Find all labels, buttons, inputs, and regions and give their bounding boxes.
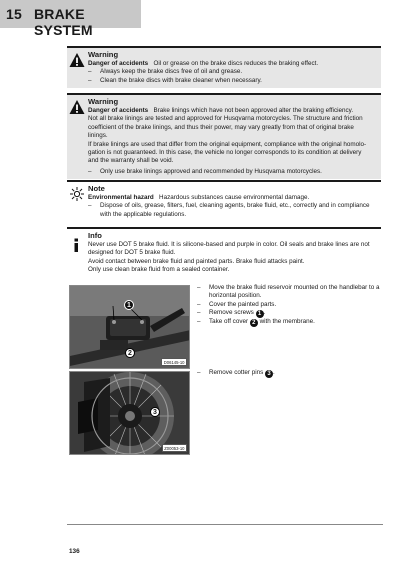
- footer-rule: [67, 524, 383, 525]
- info-box: [67, 227, 381, 278]
- ref-callout-1: 1: [256, 310, 264, 318]
- paragraph-line: linings.: [88, 132, 108, 140]
- figure-brake-caliper: [69, 371, 190, 455]
- list-item: – Cover the painted parts.: [197, 300, 277, 308]
- paragraph-line: If brake linings are used that differ from the original equipment, compliance with the original homolo-: [88, 140, 367, 148]
- danger-label: Danger of accidents: [88, 107, 149, 114]
- paragraph-line: gation is not guaranteed. In this case, the vehicle no longer corresponds to its condition at delivery: [88, 149, 362, 157]
- chapter-title: BRAKE SYSTEM: [34, 6, 93, 38]
- danger-label: Danger of accidents: [88, 60, 149, 67]
- note-box: [67, 180, 381, 222]
- list-item: – Remove screws 1 .: [197, 308, 266, 317]
- info-title: Info: [88, 231, 102, 240]
- figure-code: D06145-10: [161, 358, 187, 366]
- steps-reservoir: [197, 284, 383, 327]
- danger-line: [88, 60, 378, 68]
- list-item: – Dispose of oils, grease, filters, fuel, cleaning agents, brake fluid, etc., correctly and in compliance with the applicable regulations.: [88, 202, 370, 218]
- paragraph-line: Not all brake linings are tested and approved for Husqvarna motorcycles. The structure and friction: [88, 115, 363, 123]
- warning-triangle-icon: [69, 99, 85, 115]
- danger-text: Brake linings which have not been approved alter the braking efficiency.: [153, 107, 354, 114]
- callout-3: 3: [150, 407, 160, 417]
- page-number: 136: [69, 548, 80, 555]
- hazard-label: Environmental hazard: [88, 194, 154, 201]
- ref-callout-3: 3: [265, 370, 273, 378]
- hazard-text: Hazardous substances cause environmental damage.: [159, 194, 310, 201]
- info-line: Never use DOT 5 brake fluid. It is silicone-based and purple in color. Oil seals and brake lines are not: [88, 241, 370, 248]
- steps-caliper: [197, 369, 383, 378]
- info-line: Avoid contact between brake fluid and painted parts. Brake fluid attacks paint.: [88, 257, 305, 265]
- list-item: – Remove cotter pins 3 .: [197, 369, 275, 377]
- caliper-photo: [70, 372, 190, 455]
- paragraph-line: and the warranty shall be void.: [88, 157, 174, 165]
- warning-triangle-icon: [69, 52, 85, 68]
- chapter-header: [0, 0, 141, 38]
- callout-2: 2: [125, 348, 135, 358]
- figure-code: Z00053-10: [162, 444, 187, 452]
- info-icon: [69, 237, 85, 253]
- warning-box-2: [67, 93, 381, 179]
- info-line: Only use clean brake fluid from a sealed container.: [88, 266, 230, 274]
- list-item: – Only use brake linings approved and recommended by Husqvarna motorcycles.: [88, 167, 322, 175]
- list-item: – Take off cover 2 with the membrane.: [197, 317, 315, 326]
- environment-icon: [69, 186, 85, 202]
- danger-text: Oil or grease on the brake discs reduces the braking effect.: [153, 60, 319, 67]
- note-title: Note: [88, 184, 105, 193]
- hazard-line: [88, 194, 378, 202]
- list-item: – Clean the brake discs with brake cleaner when necessary.: [88, 76, 262, 84]
- callout-1: 1: [124, 300, 134, 310]
- info-line: designed for DOT 5 brake fluid.: [88, 249, 176, 257]
- chapter-number: 15: [6, 6, 22, 22]
- figure-brake-reservoir: [69, 285, 190, 369]
- list-item: – Always keep the brake discs free of oil and grease.: [88, 68, 243, 76]
- warning-title: Warning: [88, 97, 119, 106]
- warning-title: Warning: [88, 50, 119, 59]
- ref-callout-2: 2: [250, 319, 258, 327]
- danger-line: [88, 107, 378, 115]
- paragraph-line: coefficient of the brake linings, and thus their power, may vary greatly from that of original brake: [88, 123, 354, 131]
- warning-box-1: [67, 46, 381, 88]
- list-item: – Move the brake fluid reservoir mounted on the handlebar to a horizontal position.: [197, 284, 380, 300]
